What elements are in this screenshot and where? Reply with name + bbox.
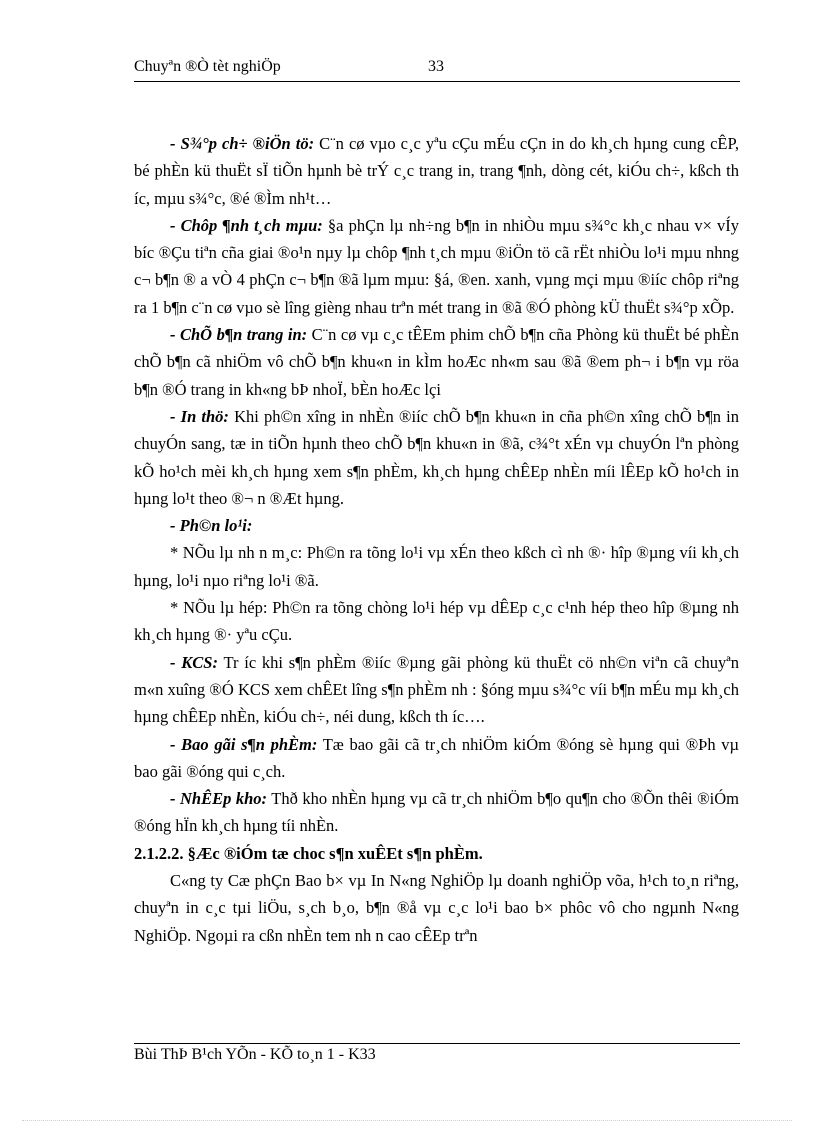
paragraph-lead: - KCS:: [170, 652, 218, 672]
paragraph-text: Thð kho nhÈn hµng vµ cã tr¸ch nhiÖm b¶o qu¶n cho ®Õn thêi ®iÓm ®óng hÏn kh¸ch hµng tíi nhÈn.: [134, 789, 739, 836]
paragraph-lead: - ChÕ b¶n trang in:: [170, 325, 308, 345]
paragraph-text: * NÕu lµ hép: Ph©n ra tõng chòng lo¹i hép vµ dÊEp c¸c c¹nh hép theo hîp ®µng nh kh¸ch hµng ®· yªu cÇu.: [134, 598, 739, 645]
paragraph-lead: - In thö:: [170, 406, 229, 426]
paragraph-company: C«ng ty Cæ phÇn Bao b× vµ In N«ng NghiÖp lµ doanh nghiÖp võa, h¹ch to¸n riªng, chuyªn in c¸c tµi liÖu, s¸ch b¸o, b¶n ®å vµ c¸c lo¹i bao b× phôc vô cho ngµnh N«ng NghiÖp. Ngoµi ra cßn nhÈn tem nh n cao cÊEp trªn: [134, 871, 739, 945]
page-edge-border: [22, 1120, 792, 1121]
paragraph-text: C¨n cø vµ c¸c tÊEm phim chÕ b¶n cña Phòng kü thuËt bé phÈn chÕ b¶n cã nhiÖm vô chÕ b¶n khu«n in kÌm hoÆc nh«m sau ®ã ®em ph¬ i b¶n vµ röa b¶n ®Ó trang in kh«ng bÞ nhoÏ, bÈn hoÆc lçi: [134, 325, 739, 399]
paragraph-lead: - Chôp ¶nh t¸ch mµu:: [170, 215, 323, 235]
paragraph-lead: - S¾°p ch÷ ®iÖn tö:: [170, 134, 315, 153]
paragraph-kcs: [134, 649, 739, 731]
section-heading: 2.1.2.2. §Æc ®iÓm tæ choc s¶n xuÊEt s¶n phÈm.: [134, 843, 483, 863]
paragraph-boxes: [134, 594, 739, 649]
paragraph-typesetting: [134, 130, 739, 212]
paragraph-labels: [134, 539, 739, 594]
paragraph-sorting: [134, 512, 739, 539]
header-divider: [134, 81, 740, 82]
footer-divider: [134, 1043, 740, 1044]
paragraph-lead: - NhÊEp kho:: [170, 789, 268, 809]
paragraph-warehousing: [134, 785, 739, 840]
paragraph-text: Tr íc khi s¶n phÈm ®iíc ®µng gãi phòng kü thuËt cö nh©n viªn cã chuyªn m«n xuîng ®Ó KCS xem chÊEt lîng s¶n phÈm nh : §óng mµu s¾°c víi b¶n mÉu mµ kh¸ch hµng chÊEp nhÈn, kiÓu ch÷, néi dung, kßch th íc….: [134, 652, 739, 727]
paragraph-text: Tæ bao gãi cã tr¸ch nhiÖm kiÓm ®óng sè hµng qui ®Þh vµ bao gãi ®óng qui c¸ch.: [134, 734, 739, 781]
paragraph-color-separation: [134, 212, 739, 321]
document-body: [134, 130, 739, 949]
paragraph-text: §a phÇn lµ nh÷ng b¶n in nhiÒu mµu s¾°c kh¸c nhau v× vÍy bíc ®Çu tiªn cña giai ®o¹n nµy lµ chôp ¶nh t¸ch mµu ®iÖn tö cã rËt nhiÒu lo¹i mµu nhng c¬ b¶n ® a vÒ 4 phÇn c¬ b¶n ®ã lµm mµu: §á, ®en. xanh, vµng mçi mµu ®iíc chôp riªng ra 1 b¶n c¨n cø vµo sè lîng gièng nhau trªn mét trang in ®ã ®Ó phòng kÜ thuËt s¾°p xÕp.: [134, 215, 739, 317]
paragraph-text: * NÕu lµ nh n m¸c: Ph©n ra tõng lo¹i vµ xÉn theo kßch cì nh ®· hîp ®µng víi kh¸ch hµng, lo¹i nµo riªng lo¹i ®ã.: [134, 543, 739, 590]
page-footer: Bùi ThÞ B¹ch YÕn - KÕ to¸n 1 - K33: [134, 1046, 376, 1063]
paragraph-lead: - Bao gãi s¶n phÈm:: [170, 734, 318, 754]
paragraph-test-print: [134, 403, 739, 512]
document-title: Chuyªn ®Ò tèt nghiÖp: [134, 58, 281, 75]
page-header: [134, 58, 740, 80]
page-number: 33: [428, 58, 444, 75]
paragraph-lead: - Ph©n lo¹i:: [170, 516, 253, 536]
paragraph-text: C¨n cø vµo c¸c yªu cÇu mÉu cÇn in do kh¸ch hµng cung cÊP, bé phÈn kü thuËt sÏ tiÕn hµnh bè trÝ c¸c trang in, trang ¶nh, dòng cét, kiÓu ch÷, kßch th íc, mµu s¾°c, ®é ®Ìm nh¹t…: [134, 134, 739, 208]
paragraph-text: Khi ph©n xîng in nhÈn ®iíc chÕ b¶n khu«n in cña ph©n xîng chÕ b¶n in chuyÓn sang, tæ in tiÕn hµnh theo chÕ b¶n khu«n in ®ã, c¾°t xÉn vµ chuyÓn lªn phòng kÕ ho¹ch mèi kh¸ch hµng xem s¶n phÈm, kh¸ch hµng chÊEp nhÈn míi lÊEp kÕ ho¹ch in hµng lo¹t theo ®¬ n ®Æt hµng.: [134, 406, 739, 508]
paragraph-packaging: [134, 731, 739, 786]
paragraph-platemaking: [134, 321, 739, 403]
